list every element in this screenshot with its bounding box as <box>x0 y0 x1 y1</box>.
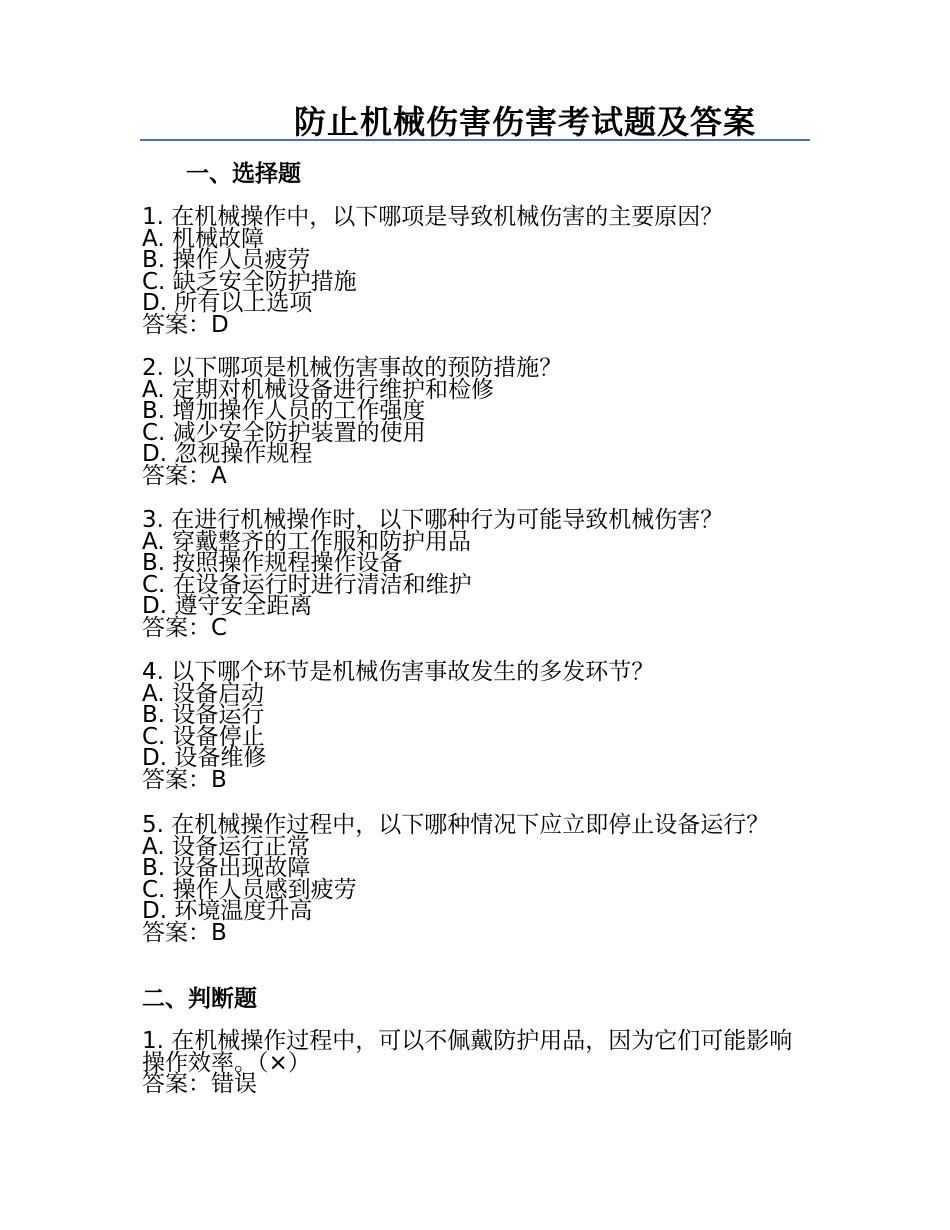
section-heading-judge: 二、判断题 <box>142 986 257 1012</box>
option-b: B. 增加操作人员的工作强度 <box>142 398 426 424</box>
option-a: A. 机械故障 <box>142 225 264 252</box>
question-text: 4. 以下哪个环节是机械伤害事故发生的多发环节？ <box>142 659 655 685</box>
option-d: D. 环境温度升高 <box>142 898 313 924</box>
option-d: D. 遵守安全距离 <box>142 593 313 619</box>
question-block <box>142 204 812 338</box>
question-text: 1. 在机械操作中，以下哪项是导致机械伤害的主要原因？ <box>142 204 724 230</box>
question-text: 1. 在机械操作过程中，可以不佩戴防护用品，因为它们可能影响操作效率。（×） <box>142 1028 793 1076</box>
option-a: A. 穿戴整齐的工作服和防护用品 <box>142 528 471 555</box>
option-d: D. 设备维修 <box>142 745 267 771</box>
answer-text: 答案：A <box>142 462 227 489</box>
answer-text: 答案：B <box>142 766 227 793</box>
option-a: A. 设备运行正常 <box>142 833 310 860</box>
answer-text: 答案：B <box>142 919 227 946</box>
answer-text: 答案：错误 <box>142 1071 257 1097</box>
question-text: 3. 在进行机械操作时，以下哪种行为可能导致机械伤害？ <box>142 507 724 533</box>
option-d: D. 所有以上选项 <box>142 290 313 316</box>
title-underline <box>140 139 810 141</box>
option-c: C. 设备停止 <box>142 723 265 750</box>
question-block <box>142 812 772 946</box>
question-block <box>142 507 812 641</box>
option-c: C. 在设备运行时进行清洁和维护 <box>142 571 472 598</box>
document-title: 防止机械伤害伤害考试题及答案 <box>293 103 756 141</box>
option-b: B. 设备出现故障 <box>142 855 311 881</box>
option-b: B. 设备运行 <box>142 702 265 728</box>
section-heading-choice: 一、选择题 <box>186 161 301 187</box>
option-c: C. 缺乏安全防护措施 <box>142 268 357 295</box>
answer-text: 答案：D <box>142 311 229 338</box>
option-a: A. 设备启动 <box>142 680 264 707</box>
answer-text: 答案：C <box>142 614 228 641</box>
question-text: 5. 在机械操作过程中，以下哪种情况下应立即停止设备运行？ <box>142 812 770 838</box>
question-block <box>142 355 812 489</box>
option-a: A. 定期对机械设备进行维护和检修 <box>142 376 494 403</box>
option-b: B. 按照操作规程操作设备 <box>142 550 403 576</box>
option-b: B. 操作人员疲劳 <box>142 247 311 273</box>
option-c: C. 减少安全防护装置的使用 <box>142 419 426 446</box>
option-c: C. 操作人员感到疲劳 <box>142 876 357 903</box>
question-block <box>142 1028 797 1097</box>
question-block <box>142 659 812 793</box>
option-d: D. 忽视操作规程 <box>142 441 313 467</box>
question-text: 2. 以下哪项是机械伤害事故的预防措施？ <box>142 355 563 381</box>
